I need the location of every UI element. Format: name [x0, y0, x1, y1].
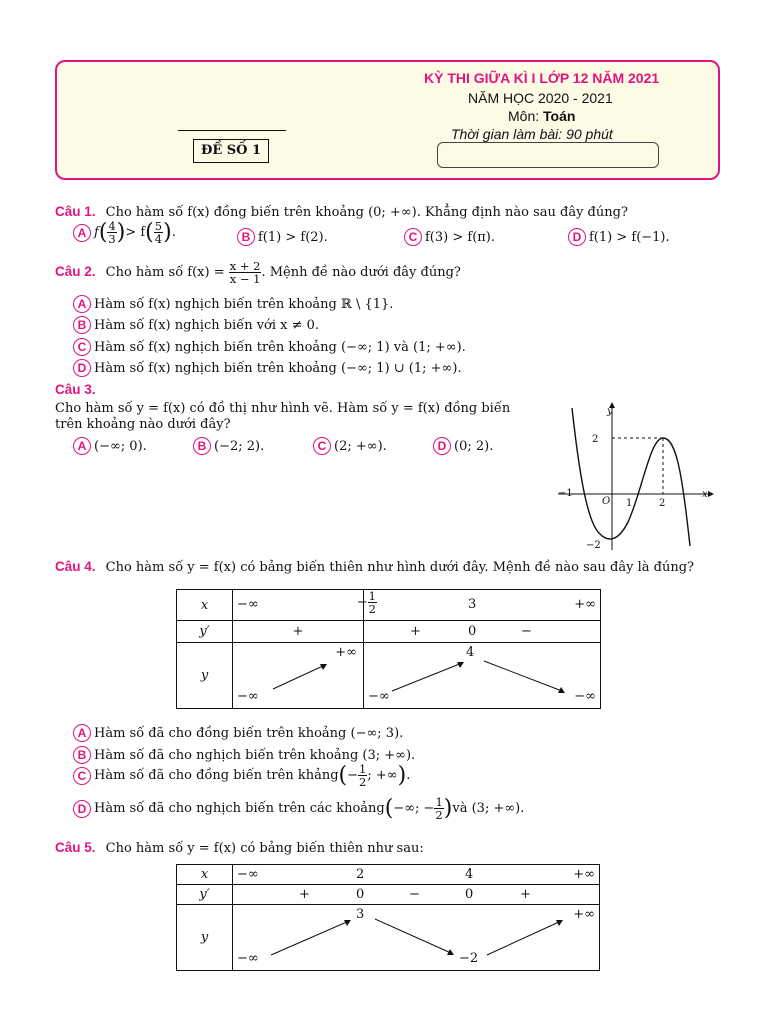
question-label: Câu 2. — [55, 264, 96, 279]
q1-option-c[interactable]: C f(3) > f(π). — [404, 228, 495, 246]
question-3-text-2: trên khoảng nào dưới đây? — [55, 417, 231, 432]
exam-time: Thời gian làm bài: 90 phút — [451, 126, 613, 142]
question-3-text-1: Cho hàm số y = f(x) có đồ thị như hình vẽ. Hàm số y = f(x) đồng biến — [55, 401, 511, 416]
subject-line: Môn: Toán — [508, 108, 576, 124]
q3-option-b[interactable]: B (−2; 2). — [193, 437, 264, 455]
tick-y-2: 2 — [592, 434, 599, 445]
x-axis-label: x — [702, 489, 708, 500]
option-letter: C — [313, 437, 331, 455]
decrease-arrow-icon — [482, 659, 568, 695]
exam-title: KỲ THI GIỮA KÌ I LỚP 12 NĂM 2021 — [424, 70, 660, 86]
q1-option-b[interactable]: B f(1) > f(2). — [237, 228, 328, 246]
origin-label: O — [602, 496, 611, 507]
q3-option-c[interactable]: C (2; +∞). — [313, 437, 387, 455]
question-text: Cho hàm số f(x) đồng biến trên khoảng (0; +∞). Khẳng định nào sau đây đúng? — [105, 205, 628, 220]
q4-option-b[interactable]: B Hàm số đã cho nghịch biến trên khoảng (3; +∞). — [73, 746, 415, 764]
option-letter: C — [404, 228, 422, 246]
q4-option-c[interactable]: C Hàm số đã cho đồng biến trên khảng ( − $\frac{1}{2}$ ; +∞ ) . — [73, 763, 410, 788]
tick-y-m2: −2 — [586, 540, 601, 551]
question-5: Câu 5. Cho hàm số y = f(x) có bảng biến thiên như sau: — [55, 840, 424, 856]
increase-arrow-icon — [269, 917, 353, 957]
option-letter: B — [193, 437, 211, 455]
question-2: Câu 2. Cho hàm số f(x) = $\frac{x + 2}{x - 1}$ . Mệnh đề nào dưới đây đúng? — [55, 259, 461, 286]
question-1 — [55, 204, 628, 220]
tick-x-m1: −1 — [558, 488, 573, 499]
option-letter: B — [237, 228, 255, 246]
option-letter: A — [73, 224, 91, 242]
option-letter: B — [73, 316, 91, 334]
option-letter: A — [73, 295, 91, 313]
option-letter: D — [568, 228, 586, 246]
decrease-arrow-icon — [373, 917, 457, 959]
increase-arrow-icon — [390, 659, 466, 693]
subject-name: Toán — [543, 108, 576, 124]
q4-option-a[interactable]: A Hàm số đã cho đồng biến trên khoảng (−∞; 3). — [73, 724, 403, 742]
tick-x-1: 1 — [626, 498, 633, 509]
option-letter: C — [73, 338, 91, 356]
function-graph — [550, 402, 720, 552]
q1-option-d[interactable]: D f(1) > f(−1). — [568, 228, 670, 246]
q1-option-a[interactable]: A f ( $\frac{4}{3}$ ) > f ( $\frac{5}{4}$ ) . — [73, 220, 176, 245]
school-year: NĂM HỌC 2020 - 2021 — [468, 90, 613, 106]
q2-option-d[interactable]: D Hàm số f(x) nghịch biến trên khoảng (−∞; 1) ∪ (1; +∞). — [73, 359, 462, 377]
q2-option-b[interactable]: B Hàm số f(x) nghịch biến với x ≠ 0. — [73, 316, 319, 334]
y-axis-label: y — [607, 406, 613, 417]
option-letter: D — [433, 437, 451, 455]
divider — [178, 130, 286, 131]
option-letter: B — [73, 746, 91, 764]
question-label: Câu 1. — [55, 204, 96, 219]
candidate-id-box — [437, 142, 659, 168]
question-4: Câu 4. Cho hàm số y = f(x) có bảng biến thiên như hình dưới đây. Mệnh đề nào sau đây là đúng? — [55, 559, 694, 575]
option-letter: D — [73, 359, 91, 377]
question-3-label: Câu 3. — [55, 382, 96, 397]
curve — [572, 408, 690, 546]
increase-arrow-icon — [271, 661, 331, 691]
x-arrow-icon — [708, 491, 714, 497]
tick-x-2: 2 — [659, 498, 666, 509]
option-letter: C — [73, 767, 91, 785]
q3-option-d[interactable]: D (0; 2). — [433, 437, 493, 455]
variation-table-q5: x −∞ 2 4 +∞ y′ + 0 − 0 + y −∞ 3 −2 +∞ — [176, 864, 600, 971]
exam-code: ĐỀ SỐ 1 — [193, 139, 269, 163]
increase-arrow-icon — [485, 917, 565, 959]
q2-option-a[interactable]: A Hàm số f(x) nghịch biến trên khoảng ℝ \ {1}. — [73, 295, 393, 313]
q2-option-c[interactable]: C Hàm số f(x) nghịch biến trên khoảng (−∞; 1) và (1; +∞). — [73, 338, 466, 356]
option-letter: A — [73, 724, 91, 742]
option-letter: A — [73, 437, 91, 455]
question-label: Câu 5. — [55, 840, 96, 855]
q4-option-d[interactable]: D Hàm số đã cho nghịch biến trên các khoảng ( −∞; − $\frac{1}{2}$ ) và (3; +∞). — [73, 796, 524, 821]
q3-option-a[interactable]: A (−∞; 0). — [73, 437, 147, 455]
option-letter: D — [73, 800, 91, 818]
question-label: Câu 4. — [55, 559, 96, 574]
variation-table-q4: x −∞ − $\frac{1}{2}$ 3 +∞ y′ + + 0 − y −∞ +∞ −∞ 4 −∞ — [176, 589, 601, 709]
